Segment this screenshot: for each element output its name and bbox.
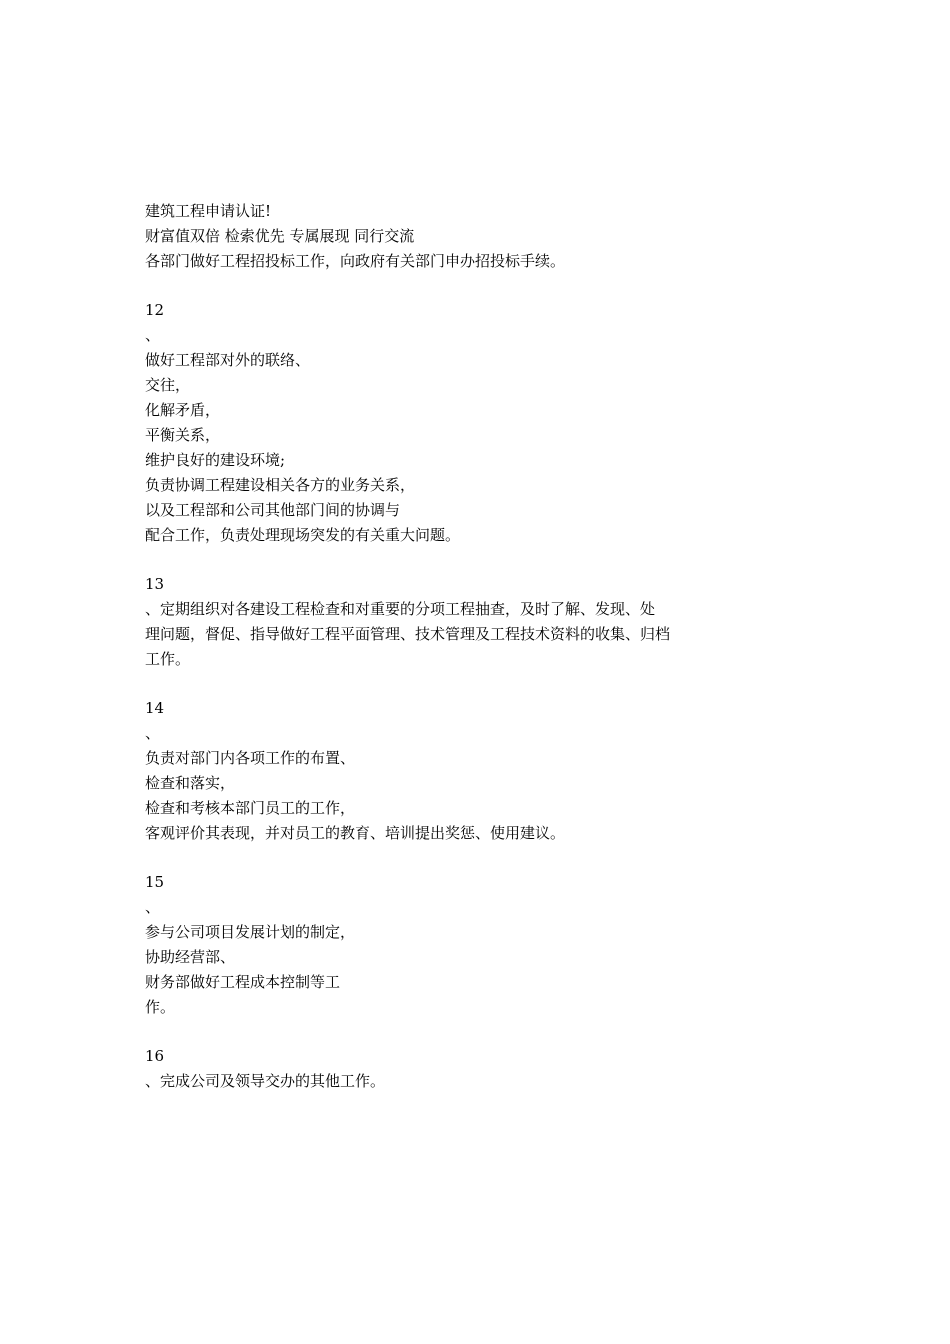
paragraph-gap [145,846,845,870]
paragraph-gap [145,672,845,696]
section-13 [145,572,845,672]
section-line: 检查和考核本部门员工的工作， [145,799,356,817]
header-line: 各部门做好工程招投标工作，向政府有关部门申办招投标手续。 [145,252,566,270]
section-line: 理问题，督促、指导做好工程平面管理、技术管理及工程技术资料的收集、归档 [145,625,671,643]
section-line: 交往， [145,376,191,394]
section-line: 维护良好的建设环境; [145,451,286,469]
section-line: 、完成公司及领导交办的其他工作。 [145,1072,386,1090]
paragraph-gap [145,274,845,298]
section-line: 平衡关系， [145,426,221,444]
section-number: 14 [145,699,165,717]
section-number: 12 [145,301,165,319]
section-line: 、定期组织对各建设工程检查和对重要的分项工程抽查，及时了解、发现、处 [145,600,656,618]
section-16 [145,1044,845,1094]
header-block [145,199,845,274]
section-line: 负责协调工程建设相关各方的业务关系， [145,476,416,494]
section-15 [145,870,845,1020]
section-12 [145,298,845,548]
section-line: 作。 [145,998,176,1016]
paragraph-gap [145,548,845,572]
section-line: 客观评价其表现，并对员工的教育、培训提出奖惩、使用建议。 [145,824,566,842]
paragraph-gap [145,1020,845,1044]
section-line: 财务部做好工程成本控制等工 [145,973,341,991]
section-line: 、 [145,898,161,916]
section-line: 、 [145,326,161,344]
section-line: 以及工程部和公司其他部门间的协调与 [145,501,401,519]
section-number: 16 [145,1047,165,1065]
section-number: 13 [145,575,165,593]
section-line: 工作。 [145,650,191,668]
section-number: 15 [145,873,165,891]
section-line: 检查和落实， [145,774,236,792]
section-line: 负责对部门内各项工作的布置、 [145,749,356,767]
header-line: 建筑工程申请认证! [145,202,272,220]
section-14 [145,696,845,846]
section-line: 化解矛盾， [145,401,221,419]
section-line: 、 [145,724,161,742]
section-line: 参与公司项目发展计划的制定， [145,923,356,941]
section-line: 协助经营部、 [145,948,236,966]
section-line: 配合工作，负责处理现场突发的有关重大问题。 [145,526,461,544]
header-line: 财富值双倍 检索优先 专属展现 同行交流 [145,227,415,245]
section-line: 做好工程部对外的联络、 [145,351,311,369]
document-body [145,199,845,1094]
